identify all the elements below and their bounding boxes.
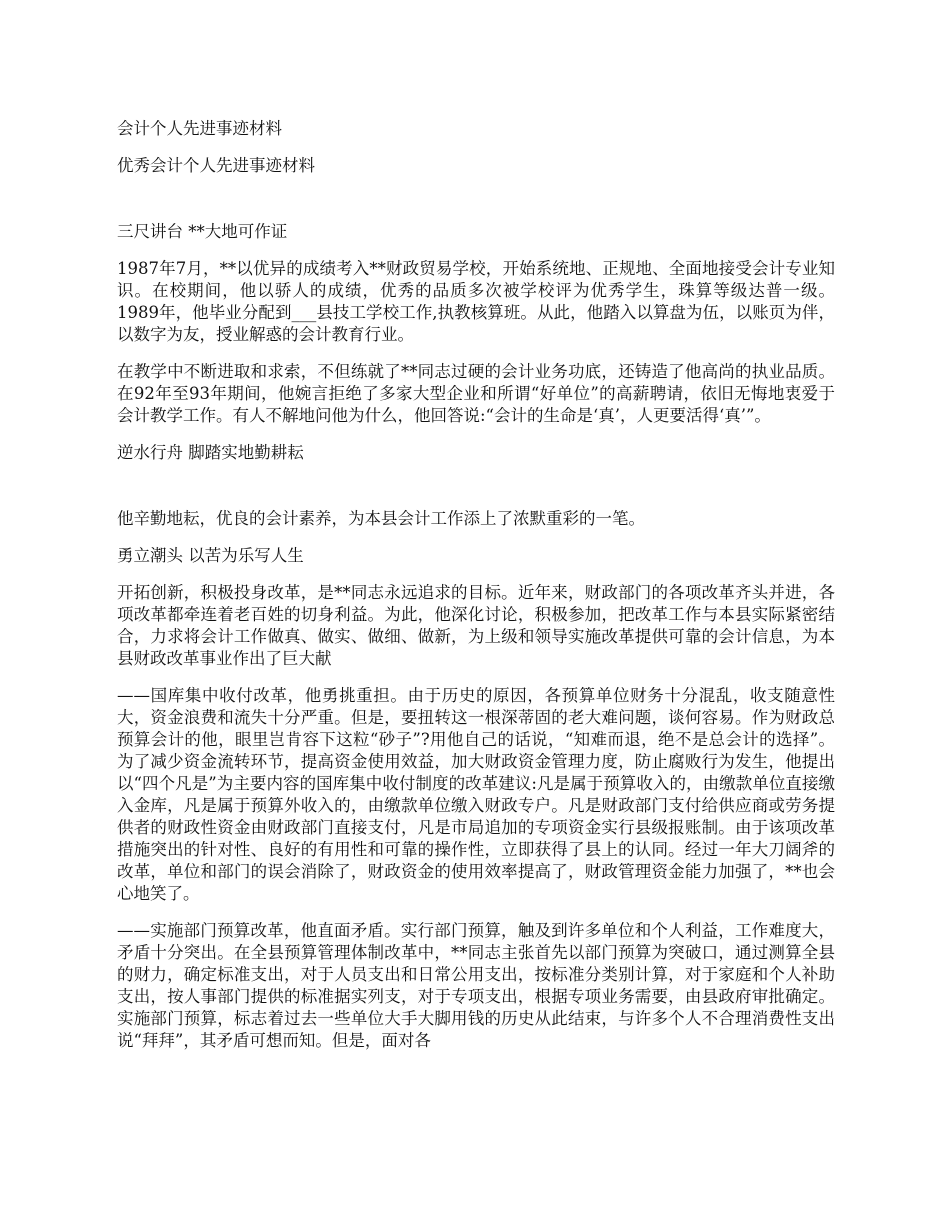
paragraph-6: ——实施部门预算改革，他直面矛盾。实行部门预算，触及到许多单位和个人利益，工作难度大，矛盾十分突出。在全县预算管理体制改革中，**同志主张首先以部门预算为突破口，通过测算全县的财力，确定标准支出，对于人员支出和日常公用支出，按标准分类别计算，对于家庭和个人补助支出，按人事部门提供的标准据实列支，对于专项支出，根据专项业务需要，由县政府审批确定。实施部门预算，标志着过去一些单位大手大脚用钱的历史从此结束，与许多个人不合理消费性支出说“拜拜”，其矛盾可想而知。但是，面对各	[117, 921, 835, 1050]
section-heading-2: 逆水行舟 脚踏实地勤耕耘	[117, 443, 304, 462]
paragraph-2: 在教学中不断进取和求索，不但练就了**同志过硬的会计业务功底，还铸造了他高尚的执业品质。在92年至93年期间，他婉言拒绝了多家大型企业和所谓“好单位”的高薪聘请，依旧无悔地衷爱于会计教学工作。有人不解地问他为什么，他回答说:“会计的生命是‘真’，人更要活得‘真’”。	[117, 362, 835, 425]
document-page	[117, 118, 835, 1052]
section-heading-3: 勇立潮头 以苦为乐写人生	[117, 546, 304, 565]
document-subtitle: 优秀会计个人先进事迹材料	[117, 156, 315, 175]
paragraph-1: 1987年7月，**以优异的成绩考入**财政贸易学校，开始系统地、正规地、全面地接受会计专业知识。在校期间，他以骄人的成绩，优秀的品质多次被学校评为优秀学生，珠算等级达普一级。1989年，他毕业分配到___县技工学校工作,执教核算班。从此，他踏入以算盘为伍，以账页为伴，以数字为友，授业解惑的会计教育行业。	[117, 259, 835, 344]
document-title: 会计个人先进事迹材料	[117, 119, 282, 138]
paragraph-5: ——国库集中收付改革，他勇挑重担。由于历史的原因，各预算单位财务十分混乱，收支随意性大，资金浪费和流失十分严重。但是，要扭转这一根深蒂固的老大难问题，谈何容易。作为财政总预算会计的他，眼里岂肯容下这粒“砂子”?用他自己的话说，“知难而退，绝不是总会计的选择”。为了减少资金流转环节，提高资金使用效益，加大财政资金管理力度，防止腐败行为发生，他提出以“四个凡是”为主要内容的国库集中收付制度的改革建议:凡是属于预算收入的，由缴款单位直接缴入金库，凡是属于预算外收入的，由缴款单位缴入财政专户。凡是财政部门支付给供应商或劳务提供者的财政性资金由财政部门直接支付，凡是市局追加的专项资金实行县级报账制。由于该项改革措施突出的针对性、良好的有用性和可靠的操作性，立即获得了县上的认同。经过一年大刀阔斧的改革，单位和部门的误会消除了，财政资金的使用效率提高了，财政管理资金能力加强了，**也会心地笑了。	[117, 686, 835, 903]
paragraph-3: 他辛勤地耘，优良的会计素养，为本县会计工作添上了浓默重彩的一笔。	[117, 509, 645, 528]
section-heading-1: 三尺讲台 **大地可作证	[117, 222, 288, 241]
paragraph-4: 开拓创新，积极投身改革，是**同志永远追求的目标。近年来，财政部门的各项改革齐头并进，各项改革都牵连着老百姓的切身利益。为此，他深化讨论，积极参加，把改革工作与本县实际紧密结合，力求将会计工作做真、做实、做细、做新，为上级和领导实施改革提供可靠的会计信息，为本县财政改革事业作出了巨大献	[117, 583, 835, 668]
